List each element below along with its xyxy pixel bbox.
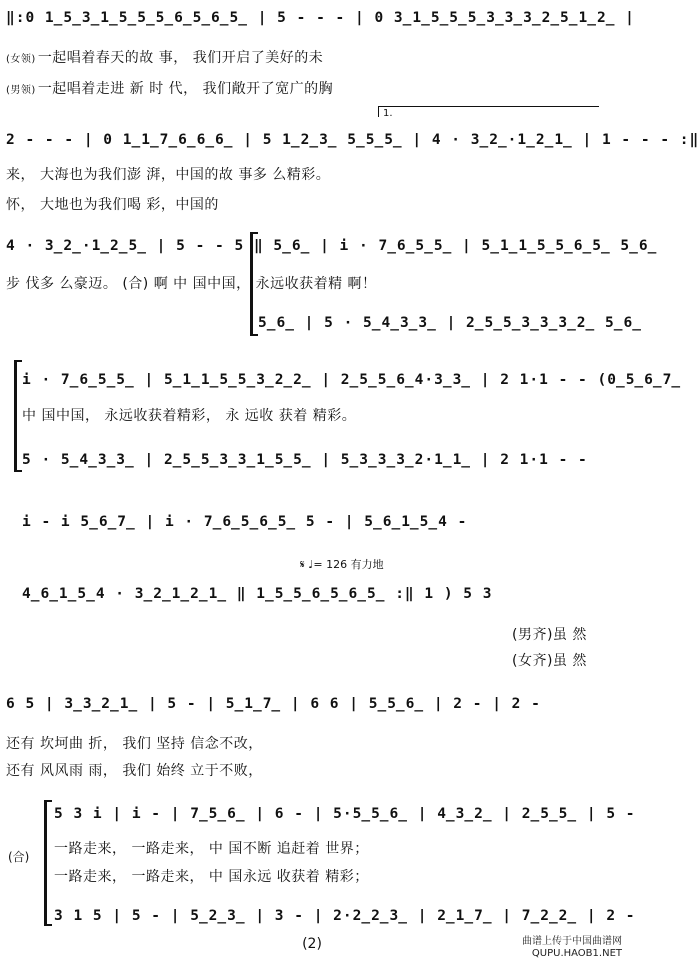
lyric-text: 一起唱着走进 新 时 代， 我们敞开了宽广的胸 (37, 81, 334, 97)
part-tag: (女领) (6, 54, 36, 65)
volta-label: 1. (383, 108, 393, 119)
lyric-line (6, 78, 618, 98)
chorus-tag: (合) (8, 850, 30, 864)
notation-row: i · 7̲6̲5̲5̲ | 5̲1̲1̲5̲5̲3̲2̲2̲ | 2̲5̲5̲6̲4·3̲3̲ | 2 1·1 - - (0̲5̲6̲7̲ (22, 372, 682, 388)
lyric-line: 怀， 大地也为我们喝 彩，中国的 (6, 197, 219, 213)
part-tag: (男领) (6, 85, 36, 96)
tempo-marking: 𝄋 ♩= 126 有力地 (300, 558, 384, 571)
lyric-line: 还有 坎坷曲 折， 我们 坚持 信念不改， (6, 736, 263, 752)
lyric-line: 步 伐多 么豪迈。 (合) 啊 中 国中国， 永远收获着精 啊！ (6, 276, 377, 292)
lyric-text: 一起唱着春天的故 事， 我们开启了美好的未 (37, 50, 324, 66)
lyric-line: (女齐)虽 然 (512, 653, 587, 669)
page-number: (2) (302, 936, 322, 952)
notation-row: 5 · 5̲4̲3̲3̲ | 2̲5̲5̲3̲3̲1̲5̲5̲ | 5̲3̲3̲3̲2·1̲1̲ | 2 1·1 - - (22, 452, 588, 468)
lyric-line: 一路走来， 一路走来， 中 国不断 追赶着 世界； (54, 841, 369, 857)
notation-row: ‖:0 1̲5̲3̲1̲5̲5̲5̲6̲5̲6̲5̲ | 5 - - - | 0 3̲1̲5̲5̲5̲3̲3̲3̲2̲5̲1̲2̲ | (6, 10, 635, 26)
watermark: 曲谱上传于中国曲谱网 QUPU.HAOB1.NET (522, 936, 622, 959)
lyric-line: 一路走来， 一路走来， 中 国永远 收获着 精彩； (54, 869, 369, 885)
notation-row: 2 - - - | 0 1̲1̲7̲6̲6̲6̲ | 5 1̲2̲3̲ 5̲5̲5̲ | 4 · 3̲2̲·1̲2̲1̲ | 1 - - - :‖ (6, 132, 699, 148)
notation-row: 5 3 i | i - | 7̲5̲6̲ | 6 - | 5·5̲5̲6̲ | 4̲3̲2̲ | 2̲5̲5̲ | 5 - (54, 806, 636, 822)
lyric-line: 还有 风风雨 雨， 我们 始终 立于不败， (6, 763, 263, 779)
notation-row: 3 1 5 | 5 - | 5̲2̲3̲ | 3 - | 2·2̲2̲3̲ | 2̲1̲7̲ | 7̲2̲2̲ | 2 - (54, 908, 636, 924)
lyric-line (6, 47, 618, 67)
volta-bracket (378, 106, 599, 117)
lyric-line: (男齐)虽 然 (512, 627, 587, 643)
lyric-line: 中 国中国， 永远收获着精彩， 永 远收 获着 精彩。 (22, 408, 357, 424)
notation-row: i - i 5̲6̲7̲ | i · 7̲6̲5̲6̲5̲ 5 - | 5̲6̲1̲5̲4 - (22, 514, 468, 530)
notation-row: 4̲6̲1̲5̲4 · 3̲2̲1̲2̲1̲ ‖ 1̲5̲5̲6̲5̲6̲5̲ :‖ 1 ) 5 3 (22, 586, 493, 602)
notation-row: 6 5 | 3̲3̲2̲1̲ | 5 - | 5̲1̲7̲ | 6 6 | 5̲5̲6̲ | 2 - | 2 - (6, 696, 541, 712)
notation-row: 5̲6̲ | 5 · 5̲4̲3̲3̲ | 2̲5̲5̲3̲3̲3̲2̲ 5̲6̲ (258, 315, 642, 331)
chorus-bracket (44, 800, 47, 926)
lyric-line: 来， 大海也为我们澎 湃，中国的故 事多 么精彩。 (6, 167, 331, 183)
notation-row: 4 · 3̲2̲·1̲2̲5̲ | 5 - - 5 ‖ 5̲6̲ | i · 7̲6̲5̲5̲ | 5̲1̲1̲5̲5̲6̲5̲ 5̲6̲ (6, 238, 658, 254)
chorus-bracket (14, 360, 17, 472)
